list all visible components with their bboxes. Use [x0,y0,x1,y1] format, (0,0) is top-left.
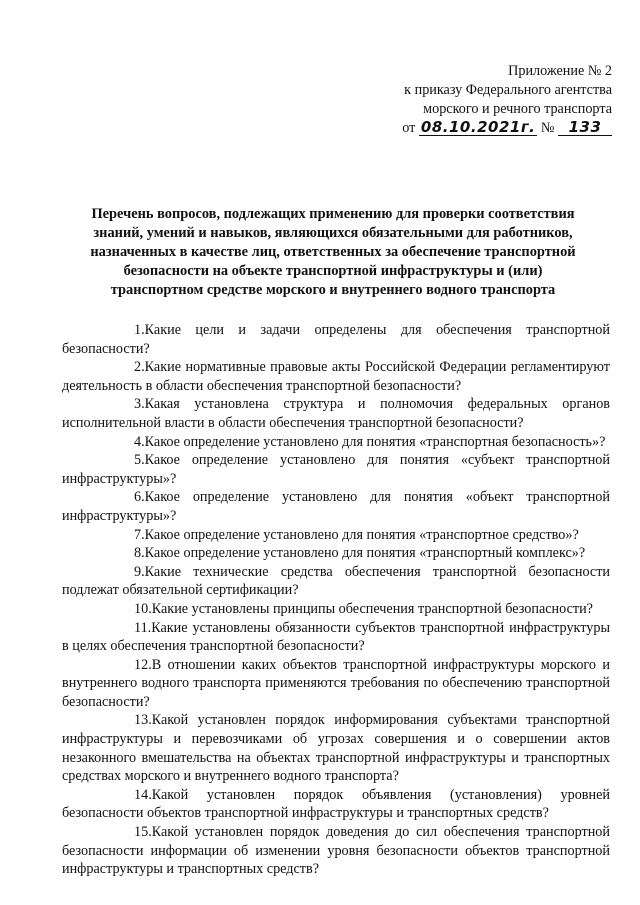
appendix-order-line: к приказу Федерального агентства [404,82,612,98]
question-text: Какое определение установлено для понятия «объект транспортной инфраструктуры»? [62,489,610,524]
question-number: 14. [134,786,152,803]
question-number: 15. [134,824,152,841]
question-item [62,544,610,563]
appendix-title: Приложение № 2 [508,63,612,79]
question-number: 4. [134,433,145,450]
question-text: Какие технические средства обеспечения транспортной безопасности подлежат обязательной сертификации? [62,563,610,599]
handwritten-date: 08.10.2021г. [420,118,536,136]
title-line: безопасности на объекте транспортной инфраструктуры и (или) [123,263,543,279]
question-item [62,823,610,879]
document-title [88,205,578,300]
question-item [62,321,610,358]
question-text: Какое определение установлено для понятия «транспортная безопасность»? [144,433,606,450]
question-item [62,600,610,619]
question-text: Какие установлены принципы обеспечения транспортной безопасности? [151,600,593,617]
title-line: назначенных в качестве лиц, ответственных за обеспечение транспортной [90,244,576,260]
question-text: Какие установлены обязанности субъектов транспортной инфраструктуры в целях обеспечения транспортной безопасности? [62,619,610,655]
question-item [62,619,610,656]
question-number: 1. [134,322,145,338]
question-text: Какой установлен порядок информирования субъектами транспортной инфраструктуры и перевозчиками об угрозах совершения и о совершении актов незаконного вмешательства на объектах транспортной инфраструктуры и транспортных средствах морского и внутреннего водного транспорта? [62,712,610,785]
question-text: Какие нормативные правовые акты Российской Федерации регламентируют деятельность в области обеспечения транспортной безопасности? [62,359,610,394]
question-item [62,358,610,395]
title-line: транспортном средстве морского и внутреннего водного транспорта [110,282,556,298]
question-number: 9. [134,563,145,580]
number-label: № [540,120,555,136]
question-text: Какие цели и задачи определены для обеспечения транспортной безопасности? [62,322,610,357]
title-line: знаний, умений и навыков, являющихся обязательными для работников, [93,225,573,241]
question-item [62,563,610,600]
question-number: 7. [134,526,145,543]
question-number: 13. [134,712,152,729]
from-label: от [402,120,416,136]
question-text: Какой установлен порядок доведения до сил обеспечения транспортной безопасности информации об изменении уровня безопасности объектов транспортной инфраструктуры и транспортных средств? [62,824,610,878]
question-number: 5. [134,452,145,469]
question-text: В отношении каких объектов транспортной инфраструктуры морского и внутреннего водного транспорта применяются требования по обеспечению транспортной безопасности? [62,656,610,710]
title-line: Перечень вопросов, подлежащих применению для проверки соответствия [91,206,575,222]
appendix-date-number-line [380,119,612,138]
question-item [62,433,610,452]
question-number: 8. [134,545,145,562]
question-item [62,451,610,488]
question-text: Какая установлена структура и полномочия федеральных органов исполнительной власти в области обеспечения транспортной безопасности? [62,396,610,431]
appendix-header [380,62,612,138]
question-text: Какой установлен порядок объявления (установления) уровней безопасности объектов транспортной инфраструктуры и транспортных средств? [62,786,610,822]
question-number: 3. [134,396,145,413]
appendix-agency-line: морского и речного транспорта [423,101,612,117]
handwritten-number: 133 [558,119,612,136]
question-number: 2. [134,359,145,376]
question-item [62,656,610,712]
question-list [62,321,610,879]
question-text: Какое определение установлено для понятия «транспортный комплекс»? [144,545,586,562]
question-number: 10. [134,600,152,617]
question-item [62,526,610,545]
question-text: Какое определение установлено для понятия «транспортное средство»? [144,526,579,543]
question-text: Какое определение установлено для понятия «субъект транспортной инфраструктуры»? [62,452,610,487]
question-item [62,786,610,823]
question-number: 6. [134,489,145,506]
question-item [62,395,610,432]
question-item [62,711,610,785]
question-number: 12. [134,656,152,673]
question-number: 11. [134,619,152,636]
question-item [62,488,610,525]
